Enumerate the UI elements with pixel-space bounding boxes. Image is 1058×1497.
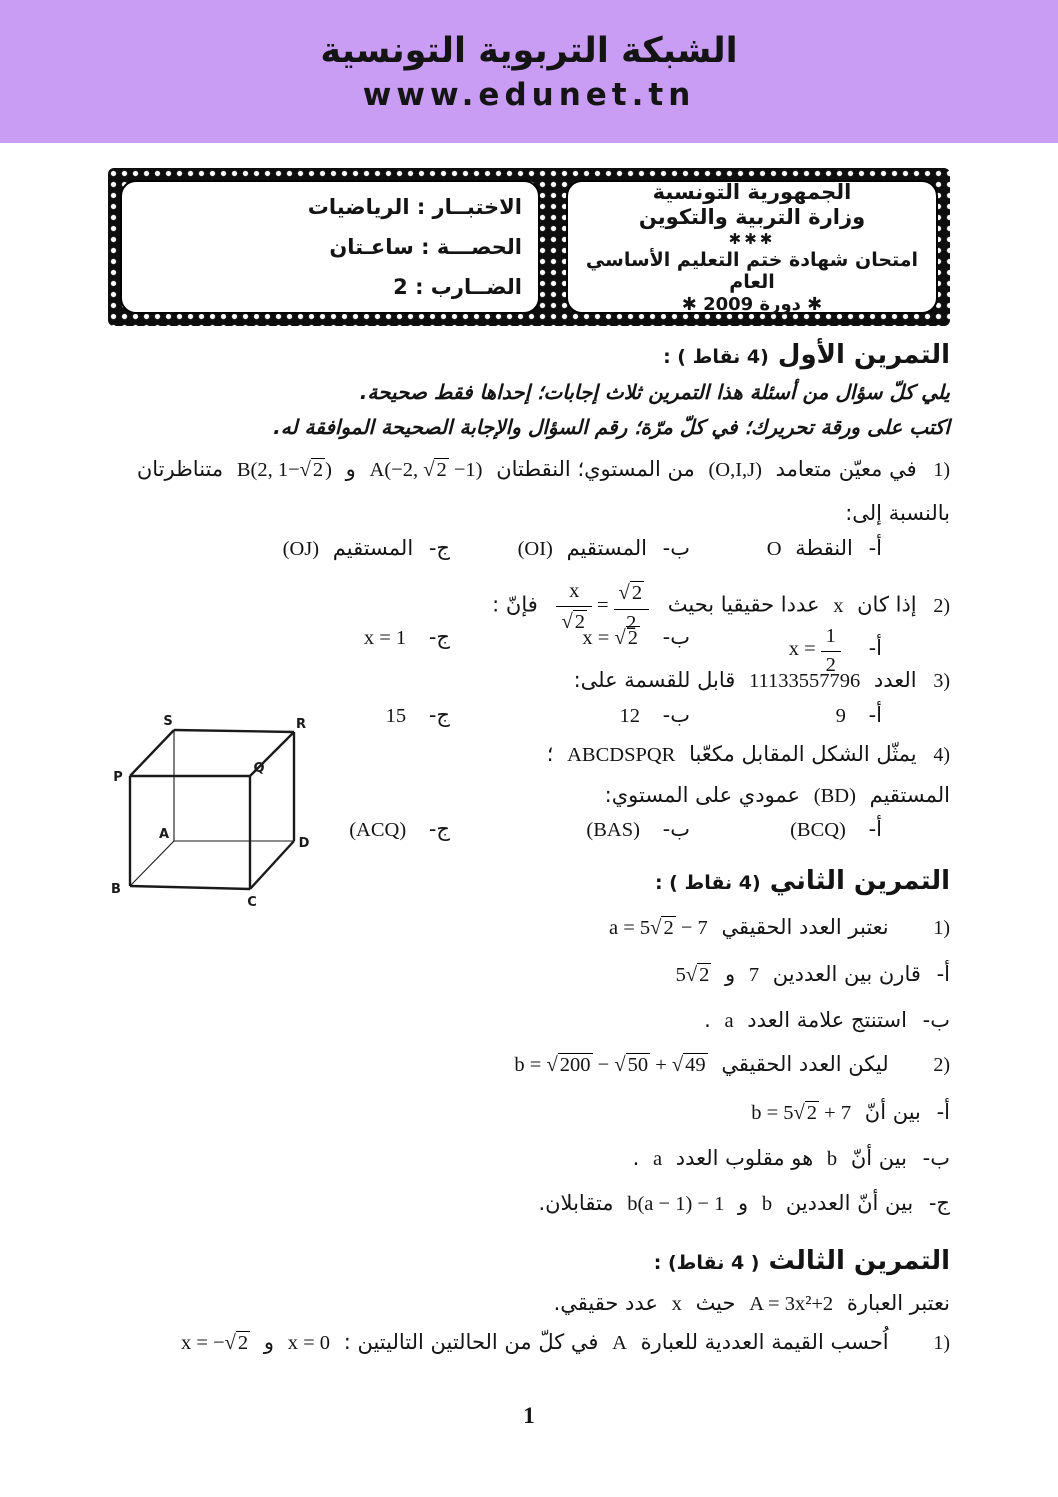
- q4-cube-name-math: ABCDSPQR: [567, 744, 676, 766]
- ex3-item1-xsqrt-math: [181, 1331, 250, 1356]
- q3-marker: 3): [933, 670, 950, 692]
- q3-number: 11133557796: [748, 670, 861, 692]
- item1b-label: ب-: [922, 1008, 950, 1032]
- option-b-math: [582, 626, 640, 651]
- exercise3-points: ( 4 نقاط) :: [653, 1252, 760, 1274]
- exercise1-name: التمرين الأول: [777, 340, 950, 370]
- site-url: www.edunet.tn: [362, 76, 696, 113]
- option-b-label: ب-: [662, 703, 690, 727]
- q1-options: [104, 536, 950, 561]
- item2c-text-2: متقابلان.: [538, 1191, 614, 1215]
- item2c-text-1: بين أنّ العددين: [785, 1191, 914, 1215]
- ex2-item2a: [104, 1100, 950, 1126]
- exercise1-instruction-1: يلي كلّ سؤال من أسئلة هذا التمرين ثلاث إجابات؛ إحداها فقط صحيحة.: [359, 380, 950, 404]
- cube-hidden-edges: [130, 730, 294, 886]
- page-number: 1: [523, 1403, 535, 1428]
- exercise2-name: التمرين الثاني: [769, 866, 950, 896]
- radicand: 2: [574, 610, 585, 633]
- q2-text-1: إذا كان: [857, 592, 917, 617]
- ex3-line2: [104, 1330, 950, 1356]
- item2b-label: ب-: [922, 1146, 950, 1170]
- q2-marker: 2): [933, 594, 950, 617]
- exam-header-right-panel: [566, 180, 938, 314]
- item1a-and: و: [725, 962, 736, 986]
- radical-sign: √: [685, 964, 698, 986]
- ex3-text-3: عدد حقيقي.: [553, 1291, 658, 1315]
- radicand: 2: [627, 627, 638, 649]
- radical-sign: √: [793, 1102, 805, 1124]
- q1-statement-line1: [104, 457, 950, 483]
- ex2-item1a: [104, 962, 950, 988]
- numerator: x: [556, 580, 592, 607]
- radical-sign: √: [614, 627, 626, 649]
- vertex-label-r: R: [295, 717, 307, 732]
- site-banner: [0, 0, 1058, 143]
- item1a-text: قارن بين العددين: [772, 962, 921, 986]
- ex2-item1b: [104, 1008, 950, 1033]
- radicand: 2: [237, 1332, 249, 1354]
- ex2-item2: [104, 1052, 950, 1078]
- sqrt: [619, 581, 645, 606]
- item2a-math: [751, 1101, 851, 1126]
- ex2-item2b: [104, 1146, 950, 1171]
- q1-text-2: من المستوي؛ النقطتان: [496, 457, 695, 481]
- q1-and: و: [345, 457, 356, 481]
- option-a-text: النقطة: [795, 536, 853, 560]
- option-b-label: ب-: [662, 625, 690, 649]
- ex3-item1-and: و: [263, 1330, 275, 1354]
- option-b-pre: x =: [582, 627, 610, 649]
- vertex-label-d: D: [298, 836, 310, 851]
- radical-sign: √: [224, 1332, 236, 1354]
- radical-sign: √: [614, 1054, 626, 1076]
- site-title: الشبكة التربوية التونسية: [320, 30, 738, 71]
- item1b-a-math: a: [724, 1010, 734, 1032]
- stars-icon: ✱✱✱: [728, 229, 776, 248]
- point-a-pre: A(−2,: [369, 459, 424, 481]
- radical-sign: √: [561, 610, 573, 633]
- math-pre: b = 5: [751, 1102, 794, 1124]
- radicand: 2: [436, 459, 447, 481]
- q1-text-1: في معيّن متعامد: [775, 457, 917, 481]
- ex2-item1: [104, 915, 950, 941]
- exercise3-name: التمرين الثالث: [768, 1246, 950, 1276]
- numerator: [614, 580, 650, 610]
- item1-marker: 1): [933, 917, 950, 939]
- option-c-label: ج-: [428, 703, 450, 727]
- option-b-math: (BAS): [586, 819, 640, 841]
- sqrt: [686, 963, 712, 988]
- exam-name-line: امتحان شهادة ختم التعليم الأساسي العام: [585, 248, 919, 293]
- option-c-label: ج-: [428, 536, 450, 560]
- item1a-math: [676, 963, 712, 988]
- sqrt: [300, 458, 326, 483]
- exam-header-frame: [108, 168, 950, 326]
- ex3-x-math: x: [671, 1293, 682, 1315]
- sqrt: [614, 1053, 650, 1078]
- item2b-text-2: هو مقلوب العدد: [675, 1146, 814, 1170]
- item1-math: [609, 916, 708, 941]
- q1-option-c: [104, 536, 450, 561]
- math-pre: 5: [675, 964, 686, 986]
- radicand: 2: [699, 964, 710, 986]
- q1-point-b-math: [237, 458, 332, 483]
- exercise1-points: (4 نقاط ) :: [663, 346, 769, 368]
- q1-option-b: [450, 536, 690, 561]
- radicand: 2: [663, 917, 674, 939]
- item2b-b-math: b: [826, 1148, 838, 1170]
- plus-sign: +: [650, 1054, 672, 1076]
- item1-text: نعتبر العدد الحقيقي: [721, 915, 889, 939]
- item2b-text-1: بين أنّ: [850, 1146, 907, 1170]
- math-post: − 7: [675, 917, 708, 939]
- point-b-pre: B(2, 1−: [236, 459, 300, 481]
- ex3-item1-marker: 1): [933, 1332, 950, 1354]
- option-b-label: ب-: [662, 817, 690, 841]
- q1-point-a-math: [370, 458, 483, 483]
- item2a-label: أ-: [936, 1100, 950, 1124]
- denominator: 2: [626, 611, 637, 634]
- item1a-number-7: 7: [748, 964, 760, 986]
- subject-line: الاختبــار : الرياضيات: [307, 195, 522, 219]
- sqrt: [423, 458, 449, 483]
- option-a-math: (BCQ): [790, 819, 846, 841]
- vertex-label-s: S: [163, 714, 173, 729]
- option-a-math: 9: [835, 705, 846, 727]
- math-pre: b =: [514, 1054, 547, 1076]
- option-c-math: (OJ): [282, 538, 320, 560]
- q4-text-2: ؛: [546, 742, 554, 766]
- option-a-label: أ-: [868, 636, 882, 661]
- q2-text-3: فإنّ :: [492, 592, 538, 617]
- item2b-a-math: a: [652, 1148, 663, 1170]
- sqrt: [672, 1053, 708, 1078]
- option-a-label: أ-: [868, 703, 882, 727]
- q3-option-a: [690, 703, 882, 728]
- q3-option-b: [450, 703, 690, 728]
- equals-sign: =: [596, 594, 609, 617]
- exercise2-points: (4 نقاط ) :: [654, 872, 761, 894]
- radical-sign: √: [671, 1054, 684, 1076]
- option-c-math: 15: [385, 705, 407, 727]
- q3-statement: [104, 668, 950, 693]
- q1-text-3: متناظرتان: [136, 457, 224, 481]
- q1-frame-math: (O,I,J): [708, 459, 762, 481]
- q3-text-1: العدد: [873, 668, 917, 692]
- item2-math: [514, 1053, 707, 1078]
- ministry-line: وزارة التربية والتكوين: [638, 204, 866, 229]
- q4-option-a: [690, 817, 882, 842]
- item2c-expr-math: b(a − 1) − 1: [627, 1193, 725, 1215]
- sqrt: [650, 916, 676, 941]
- item2c-and: و: [738, 1191, 749, 1215]
- option-b-text: المستقيم: [566, 536, 647, 560]
- math-post: + 7: [819, 1102, 852, 1124]
- ex3-item1-text-1: اُحسب القيمة العددية للعبارة: [640, 1330, 889, 1354]
- item2c-label: ج-: [928, 1191, 950, 1215]
- duration-line: الحصـــة : ساعـتان: [329, 235, 522, 259]
- vertex-label-q: Q: [253, 761, 265, 776]
- ex3-item1-x0-math: x = 0: [287, 1332, 331, 1354]
- ex3-text-1: نعتبر العبارة: [846, 1291, 950, 1315]
- q4-bd-math: (BD): [813, 785, 856, 807]
- sqrt: [614, 626, 640, 651]
- q4-option-b: [450, 817, 690, 842]
- option-c-math: (ACQ): [349, 819, 407, 841]
- radicand: 200: [559, 1054, 591, 1076]
- exam-header-left-panel: [120, 180, 540, 314]
- option-c-text: المستقيم: [332, 536, 414, 560]
- item2a-text: بين أنّ: [864, 1100, 921, 1124]
- sqrt: [225, 1331, 251, 1356]
- radicand: 50: [627, 1054, 649, 1076]
- option-a-math: O: [766, 538, 782, 560]
- radical-sign: √: [299, 459, 311, 481]
- exercise1-title: [104, 340, 950, 370]
- q4-marker: 4): [933, 744, 950, 766]
- option-a-label: أ-: [868, 817, 882, 841]
- ex3-text-2: حيث: [695, 1291, 736, 1315]
- option-a-pre: x =: [788, 638, 816, 661]
- option-c-label: ج-: [428, 625, 450, 649]
- ex3-line1: [104, 1291, 950, 1316]
- q1-option-a: [690, 536, 882, 561]
- ex2-item2c: [104, 1191, 950, 1216]
- minus-sign: −: [592, 1054, 615, 1076]
- radicand: 2: [312, 459, 324, 481]
- exercise2-title: [104, 866, 950, 896]
- denominator: 2: [825, 653, 836, 676]
- q1-marker: 1): [933, 459, 950, 481]
- radical-sign: √: [546, 1054, 558, 1076]
- ex3-item1-text-2: في كلّ من الحالتين التاليتين :: [343, 1330, 599, 1354]
- point-b-post: ): [325, 459, 332, 481]
- radical-sign: √: [618, 582, 630, 604]
- ex3-expr-math: A = 3x²+2: [749, 1293, 834, 1315]
- q4-text-4: عمودي على المستوي:: [604, 783, 801, 807]
- radicand: 2: [631, 582, 643, 604]
- vertex-label-p: P: [113, 770, 123, 785]
- republic-line: الجمهورية التونسية: [652, 179, 852, 204]
- q2-text-2: عددا حقيقيا بحيث: [667, 592, 820, 617]
- vertex-label-b: B: [111, 882, 121, 897]
- point-a-post: −1): [448, 459, 483, 481]
- item1a-label: أ-: [936, 962, 950, 986]
- coefficient-line: الضــارب : 2: [393, 275, 522, 299]
- vertex-label-c: C: [247, 895, 257, 910]
- option-a-label: أ-: [868, 536, 882, 560]
- option-c-label: ج-: [428, 817, 450, 841]
- item2-text: ليكن العدد الحقيقي: [721, 1052, 889, 1076]
- item2c-b-math: b: [761, 1193, 773, 1215]
- q4-text-1: يمثّل الشكل المقابل مكعّبا: [689, 742, 917, 766]
- option-b-label: ب-: [662, 536, 690, 560]
- sqrt: [794, 1101, 820, 1126]
- item1b-text: استنتج علامة العدد: [747, 1008, 907, 1032]
- q3-text-2: قابل للقسمة على:: [573, 668, 736, 692]
- q4-text-3: المستقيم: [869, 783, 950, 807]
- option-c-math: x = 1: [363, 627, 407, 649]
- item2-marker: 2): [933, 1054, 950, 1076]
- sqrt: [546, 1053, 592, 1078]
- session-line: ✱ دورة 2009 ✱: [681, 293, 823, 315]
- option-b-math: (OI): [517, 538, 553, 560]
- q1-statement-line2: بالنسبة إلى:: [845, 501, 950, 525]
- item2b-dot: .: [632, 1146, 640, 1170]
- option-b-math: 12: [619, 705, 640, 727]
- vertex-label-a: A: [158, 827, 170, 842]
- radical-sign: √: [423, 459, 435, 481]
- q2-x-math: x: [833, 594, 844, 617]
- exercise1-instruction-2: اكتب على ورقة تحريرك؛ في كلّ مرّة؛ رقم السؤال والإجابة الصحيحة الموافقة له.: [273, 415, 950, 439]
- exercise3-title: [104, 1246, 950, 1276]
- numerator: 1: [821, 625, 841, 652]
- radicand: 2: [806, 1102, 818, 1124]
- item1b-dot: .: [704, 1008, 711, 1032]
- math-pre: a = 5: [609, 917, 651, 939]
- radicand: 49: [685, 1054, 706, 1076]
- math-pre: x = −: [181, 1332, 225, 1354]
- ex3-item1-A-math: A: [612, 1332, 627, 1354]
- radical-sign: √: [650, 917, 662, 939]
